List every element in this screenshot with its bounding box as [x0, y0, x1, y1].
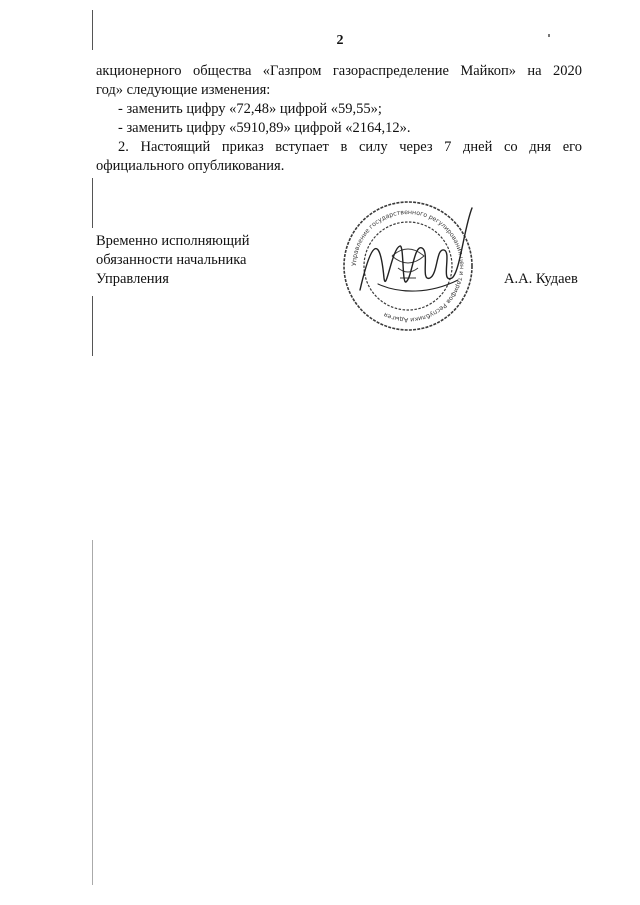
- signatory-title-line-2: обязанности начальника: [96, 252, 247, 268]
- change-item-1: - заменить цифру «72,48» цифрой «59,55»;: [118, 101, 382, 117]
- signatory-title-line-3: Управления: [96, 271, 169, 287]
- paragraph-2-line-2: официального опубликования.: [96, 158, 285, 174]
- seal-inner-ring: [364, 222, 452, 310]
- seal-ring-text-path: Управление государственного регулирования цен и тарифов Республики Адыгея: [350, 208, 466, 324]
- paragraph-1-line-2: год» следующие изменения:: [96, 82, 271, 98]
- paragraph-2-line-1: 2. Настоящий приказ вступает в силу через 7 дней со дня его: [118, 139, 582, 155]
- signature-flourish: [378, 280, 458, 291]
- scan-margin-line-low: [92, 296, 93, 356]
- seal-emblem: [392, 249, 424, 278]
- seal-ring-text: [351, 209, 465, 323]
- scan-margin-line-bottom: [92, 540, 93, 885]
- signatory-title-line-1: Временно исполняющий: [96, 233, 250, 249]
- official-seal-with-signature: [340, 198, 476, 334]
- document-body: [96, 62, 582, 176]
- seal-outer-ring: [344, 202, 472, 330]
- change-item-2: - заменить цифру «5910,89» цифрой «2164,12».: [118, 120, 411, 136]
- paragraph-1-line-1: акционерного общества «Газпром газораспределение Майкоп» на 2020: [96, 63, 582, 79]
- page-number: 2: [336, 33, 344, 48]
- signatory-title: [96, 232, 250, 289]
- signatory-name: А.А. Кудаев: [504, 271, 578, 287]
- scan-margin-line-mid: [92, 178, 93, 228]
